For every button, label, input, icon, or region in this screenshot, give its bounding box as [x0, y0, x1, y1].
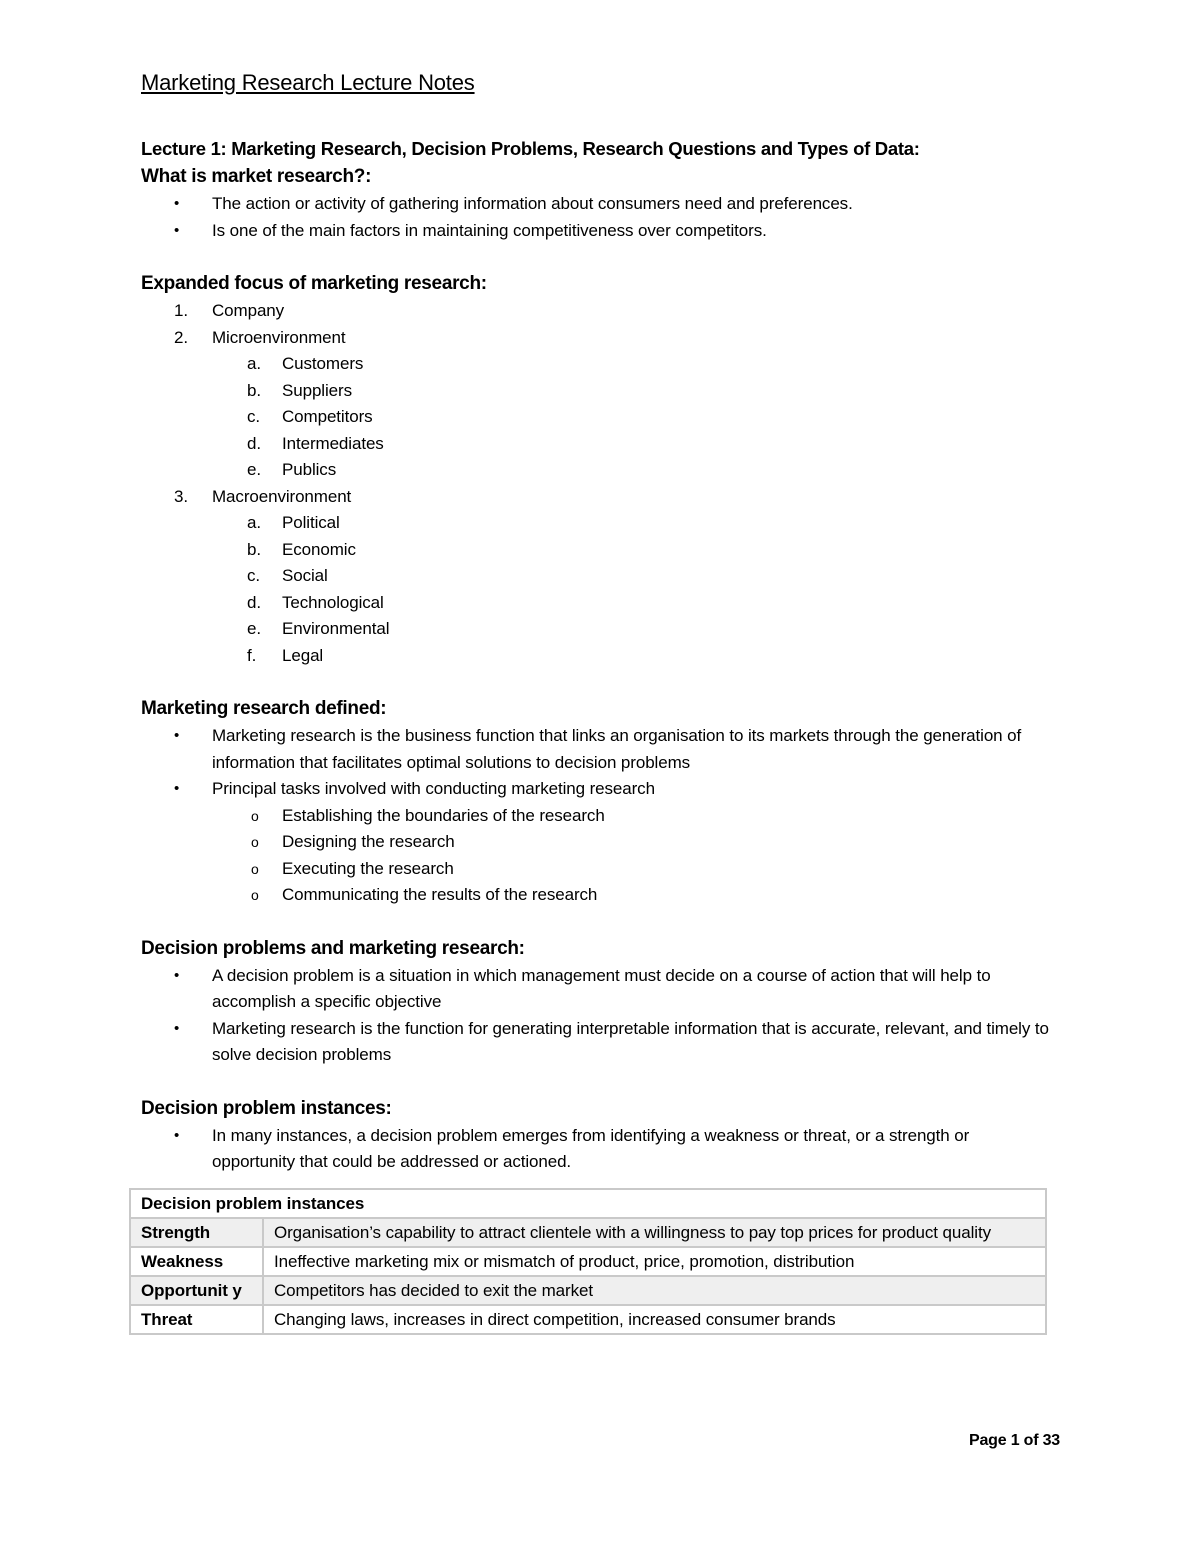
bullet-marker: • — [174, 1019, 180, 1037]
bullet-marker: • — [174, 727, 180, 744]
sub-list-item: o Communicating the results of the research — [141, 882, 1051, 909]
decision-problem-table — [129, 1188, 1047, 1335]
instances-heading: Decision problem instances: — [141, 1097, 392, 1119]
decision-heading: Decision problems and marketing research: — [141, 937, 525, 959]
list-item: • In many instances, a decision problem emerges from identifying a weakness or threat, or a strength or opportunity that could be addressed or actioned. — [141, 1123, 1051, 1176]
sub-list-item: e. Environmental — [247, 619, 390, 638]
table-cell-text: Ineffective marketing mix or mismatch of product, price, promotion, distribution — [263, 1247, 1046, 1276]
table-cell-label: Strength — [130, 1218, 263, 1247]
circle-bullet-icon: o — [251, 807, 259, 824]
list-item: • Is one of the main factors in maintaining competitiveness over competitors. — [141, 218, 1051, 245]
sub-list-item: b. Economic — [247, 539, 356, 559]
what-is-list — [141, 191, 1051, 244]
bullet-marker: • — [174, 780, 180, 797]
decision-list — [141, 963, 1051, 1069]
list-item: 2. Microenvironment — [174, 327, 346, 347]
table-cell-text: Competitors has decided to exit the market — [263, 1276, 1046, 1305]
defined-heading: Marketing research defined: — [141, 698, 387, 719]
document-page — [141, 70, 1051, 1176]
table-header: Decision problem instances — [130, 1189, 1046, 1218]
list-item: • A decision problem is a situation in which management must decide on a course of action that will help to accomplish a specific objective — [141, 963, 1051, 1016]
circle-bullet-icon: o — [251, 834, 259, 850]
bullet-marker: • — [174, 195, 180, 212]
table-row — [130, 1247, 1046, 1276]
table-row — [130, 1305, 1046, 1334]
circle-bullet-icon: o — [251, 860, 259, 877]
page-number: Page 1 of 33 — [969, 1432, 1060, 1449]
sub-list-item: c. Competitors — [247, 407, 373, 426]
sub-list-item: d. Technological — [247, 592, 384, 612]
table-row — [130, 1218, 1046, 1247]
list-item: 3. Macroenvironment — [174, 486, 352, 506]
sub-list-item: d. Intermediates — [247, 433, 384, 453]
bullet-marker: • — [174, 966, 180, 984]
circle-bullet-icon: o — [251, 887, 259, 903]
document-title: Marketing Research Lecture Notes — [141, 70, 475, 95]
sub-list-item: a. Customers — [247, 354, 364, 373]
expanded-heading: Expanded focus of marketing research: — [141, 273, 487, 294]
bullet-marker: • — [174, 1126, 180, 1144]
list-item: • The action or activity of gathering information about consumers need and preferences. — [141, 191, 1051, 218]
table-cell-text: Changing laws, increases in direct competition, increased consumer brands — [263, 1305, 1046, 1334]
sub-list-item: f. Legal — [247, 645, 324, 665]
sub-list-item: c. Social — [247, 566, 328, 585]
table-cell-label: Weakness — [130, 1247, 263, 1276]
table-cell-text: Organisation’s capability to attract clientele with a willingness to pay top prices for product quality — [263, 1218, 1046, 1247]
sub-list-item: a. Political — [247, 513, 340, 532]
lecture-title: Lecture 1: Marketing Research, Decision Problems, Research Questions and Types of Data: — [141, 138, 920, 159]
list-item: 1. Company — [174, 301, 285, 320]
table-cell-label: Threat — [130, 1305, 263, 1334]
sub-list-item: e. Publics — [247, 460, 337, 479]
list-item: • Principal tasks involved with conducting marketing research — [141, 776, 1051, 803]
instances-list — [141, 1123, 1051, 1176]
bullet-marker: • — [174, 221, 180, 239]
list-item: • Marketing research is the function for generating interpretable information that is accurate, relevant, and timely to solve decision problems — [141, 1016, 1051, 1069]
table-row — [130, 1276, 1046, 1305]
sub-list-item: o Executing the research — [141, 856, 1051, 883]
list-item: • Marketing research is the business function that links an organisation to its markets through the generation of information that facilitates optimal solutions to decision problems — [141, 723, 1051, 776]
table-cell-label: Opportunit y — [130, 1276, 263, 1305]
sub-list-item: o Establishing the boundaries of the research — [141, 803, 1051, 830]
what-is-heading: What is market research?: — [141, 166, 372, 187]
defined-list — [141, 723, 1051, 909]
sub-list-item: b. Suppliers — [247, 380, 352, 400]
sub-list-item: o Designing the research — [141, 829, 1051, 856]
expanded-list — [141, 298, 1051, 669]
table-header-row — [130, 1189, 1046, 1218]
